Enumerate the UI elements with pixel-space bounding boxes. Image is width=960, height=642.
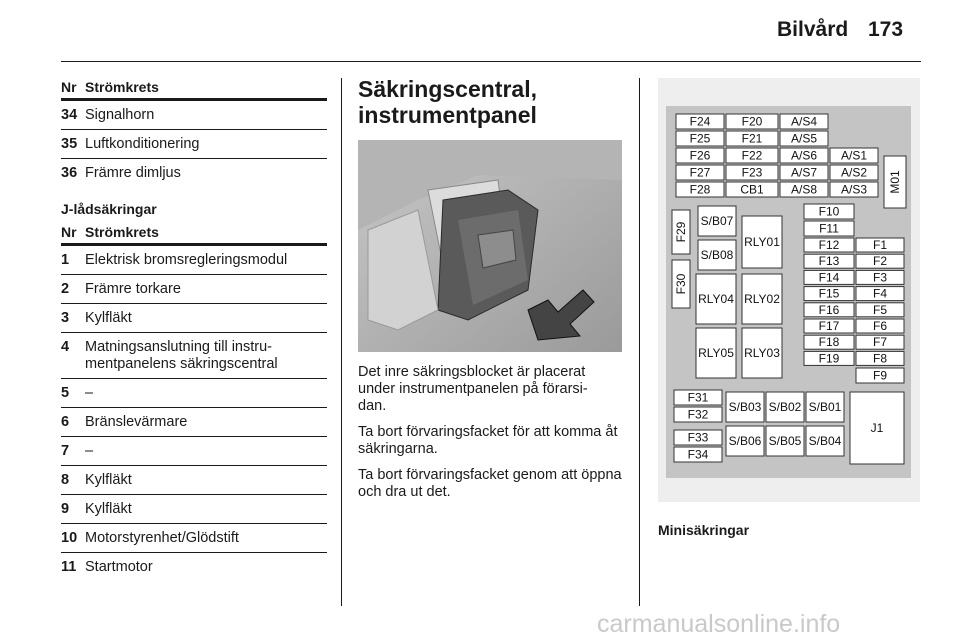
table2-row-text: Startmotor xyxy=(85,559,153,575)
table2-row xyxy=(61,246,327,275)
fuse-f5-label: F5 xyxy=(872,302,888,317)
table2-row xyxy=(61,437,327,466)
header-title: Bilvård xyxy=(777,18,849,41)
fuse-f15-label: F15 xyxy=(818,286,840,301)
table2-header xyxy=(61,221,327,246)
fuse-f25-label: F25 xyxy=(689,131,711,146)
table1-row xyxy=(61,159,327,187)
table2-row-nr: 11 xyxy=(61,559,77,575)
table2-row-nr: 9 xyxy=(61,501,70,517)
watermark: carmanualsonline.info xyxy=(597,610,841,638)
table2-row-nr: 7 xyxy=(61,443,70,459)
relay-rly03-label: RLY03 xyxy=(744,346,780,360)
page-number: 173 xyxy=(868,18,904,41)
fuse-f9-label: F9 xyxy=(872,368,888,383)
fuse-m01-label: M01 xyxy=(888,170,902,194)
table2-row xyxy=(61,524,327,553)
glovebox-photo xyxy=(358,140,622,352)
table2-row-nr: 1 xyxy=(61,252,70,268)
section-heading-line1: Säkringscentral, xyxy=(358,76,537,102)
instructions xyxy=(358,364,624,501)
table2-row-text: Kylfläkt xyxy=(85,472,132,488)
table2-row xyxy=(61,408,327,437)
table2-row-text: Kylfläkt xyxy=(85,501,132,517)
table2-row-text: – xyxy=(85,443,94,459)
table1-row-nr: 36 xyxy=(61,165,78,181)
table2-row-nr: 5 xyxy=(61,385,70,401)
fuse-as7-label: A/S7 xyxy=(790,165,818,180)
fuse-sb07-label: S/B07 xyxy=(700,214,734,228)
table2-row-nr: 6 xyxy=(61,414,70,430)
table2-row xyxy=(61,275,327,304)
left-column xyxy=(61,76,327,581)
table1-row-nr: 35 xyxy=(61,136,78,152)
table2-row-nr: 2 xyxy=(61,281,70,297)
fuse-j1-label: J1 xyxy=(870,421,884,435)
table1-row xyxy=(61,101,327,130)
table2-body xyxy=(61,246,327,581)
table1-row xyxy=(61,130,327,159)
fuse-f33-label: F33 xyxy=(687,430,709,445)
fuse-sb06-label: S/B06 xyxy=(728,434,762,448)
mini-fuse-caption: Minisäkringar xyxy=(658,522,750,538)
fuse-as5-label: A/S5 xyxy=(790,131,818,146)
table2-row xyxy=(61,466,327,495)
table2-row-text: Kylfläkt xyxy=(85,310,132,326)
table2-row xyxy=(61,333,327,379)
fuse-f11-label: F11 xyxy=(819,221,839,236)
table2-row-text: Matningsanslutning till instru- mentpanelens säkringscentral xyxy=(85,339,278,372)
table2-header-circuit: Strömkrets xyxy=(85,224,159,240)
relay-rly04-label: RLY04 xyxy=(698,292,734,306)
fuse-f21-label: F21 xyxy=(741,131,763,146)
fuse-f32-label: F32 xyxy=(687,407,709,422)
fuse-f13-label: F13 xyxy=(818,254,840,269)
column-divider-2 xyxy=(639,78,640,606)
table1-header-circuit: Strömkrets xyxy=(85,79,159,95)
middle-column xyxy=(358,76,624,510)
fuse-sb01-label: S/B01 xyxy=(808,400,842,414)
fuse-f1-label: F1 xyxy=(872,238,888,252)
fuse-f18-label: F18 xyxy=(818,335,840,350)
table2-row-text: Främre torkare xyxy=(85,281,181,297)
relay-rly01-label: RLY01 xyxy=(744,235,780,249)
fuse-f14-label: F14 xyxy=(818,270,840,285)
fuse-f27-label: F27 xyxy=(689,165,711,180)
fuse-f3-label: F3 xyxy=(872,270,888,285)
fuse-sb08-label: S/B08 xyxy=(700,248,734,262)
fuse-as3-label: A/S3 xyxy=(840,182,868,197)
table2-row-nr: 4 xyxy=(61,339,70,355)
fuse-as2-label: A/S2 xyxy=(840,165,868,180)
fuse-f23-label: F23 xyxy=(741,165,763,180)
table2-row xyxy=(61,379,327,408)
table1-row-text: Främre dimljus xyxy=(85,165,181,181)
fuse-f26-label: F26 xyxy=(689,148,711,163)
section-heading-line2: instrumentpanel xyxy=(358,102,537,128)
table2-row-text: – xyxy=(85,385,94,401)
fuse-f22-label: F22 xyxy=(741,148,763,163)
fuse-sb04-label: S/B04 xyxy=(808,434,842,448)
fuse-f24-label: F24 xyxy=(689,114,711,129)
section-title: J-lådsäkringar xyxy=(61,201,157,217)
fuse-box-diagram xyxy=(658,78,920,502)
fuse-f29-label: F29 xyxy=(674,221,688,243)
fuse-sb02-label: S/B02 xyxy=(768,400,802,414)
relay-rly02-label: RLY02 xyxy=(744,292,780,306)
fuse-cb1-label: CB1 xyxy=(740,182,764,197)
fuse-f10-label: F10 xyxy=(818,204,840,219)
table1-header-nr: Nr xyxy=(61,79,77,95)
table2-row xyxy=(61,495,327,524)
table2-header-nr: Nr xyxy=(61,224,77,240)
fuse-as4-label: A/S4 xyxy=(790,114,818,129)
fuse-f16-label: F16 xyxy=(818,302,840,317)
fuse-f4-label: F4 xyxy=(872,286,888,301)
fuse-f20-label: F20 xyxy=(741,114,763,129)
table2-row xyxy=(61,553,327,581)
right-column xyxy=(658,78,920,538)
table2-row-nr: 8 xyxy=(61,472,70,488)
table1-header xyxy=(61,76,327,101)
table2-row-text: Bränslevärmare xyxy=(85,414,188,430)
fuse-sb05-label: S/B05 xyxy=(768,434,802,448)
table1-body xyxy=(61,101,327,187)
table1-row-nr: 34 xyxy=(61,107,78,123)
fuse-f8-label: F8 xyxy=(872,351,888,366)
table1-row-text: Luftkonditionering xyxy=(85,136,200,152)
fuse-f31-label: F31 xyxy=(687,390,709,405)
table2-row-nr: 3 xyxy=(61,310,70,326)
fuse-as6-label: A/S6 xyxy=(790,148,818,163)
relay-rly05-label: RLY05 xyxy=(698,346,734,360)
header-rule xyxy=(61,61,921,62)
table2-row-text: Motorstyrenhet/Glödstift xyxy=(85,530,239,546)
fuse-f19-label: F19 xyxy=(818,351,840,366)
fuse-f7-label: F7 xyxy=(872,335,888,350)
table1-row-text: Signalhorn xyxy=(85,107,155,123)
table2-row-text: Elektrisk bromsregleringsmodul xyxy=(85,252,288,268)
fuse-as8-label: A/S8 xyxy=(790,182,818,197)
fuse-f12-label: F12 xyxy=(818,238,840,252)
fuse-sb03-label: S/B03 xyxy=(728,400,762,414)
fuse-f2-label: F2 xyxy=(872,254,888,269)
fuse-f28-label: F28 xyxy=(689,182,711,197)
instruction-paragraph: Ta bort förvaringsfacket för att komma åt säkringarna. xyxy=(358,424,618,457)
instruction-paragraph: Ta bort förvaringsfacket genom att öppna och dra ut det. xyxy=(358,467,622,500)
fuse-as1-label: A/S1 xyxy=(840,148,868,163)
fuse-f17-label: F17 xyxy=(818,319,840,333)
instruction-paragraph: Det inre säkringsblocket är placerat under instrumentpanelen på förarsi- dan. xyxy=(358,364,588,414)
fuse-f34-label: F34 xyxy=(687,447,709,462)
column-divider-1 xyxy=(341,78,342,606)
fuse-f6-label: F6 xyxy=(872,319,888,333)
fuse-f30-label: F30 xyxy=(674,273,688,295)
table2-row xyxy=(61,304,327,333)
table2-row-nr: 10 xyxy=(61,530,78,546)
